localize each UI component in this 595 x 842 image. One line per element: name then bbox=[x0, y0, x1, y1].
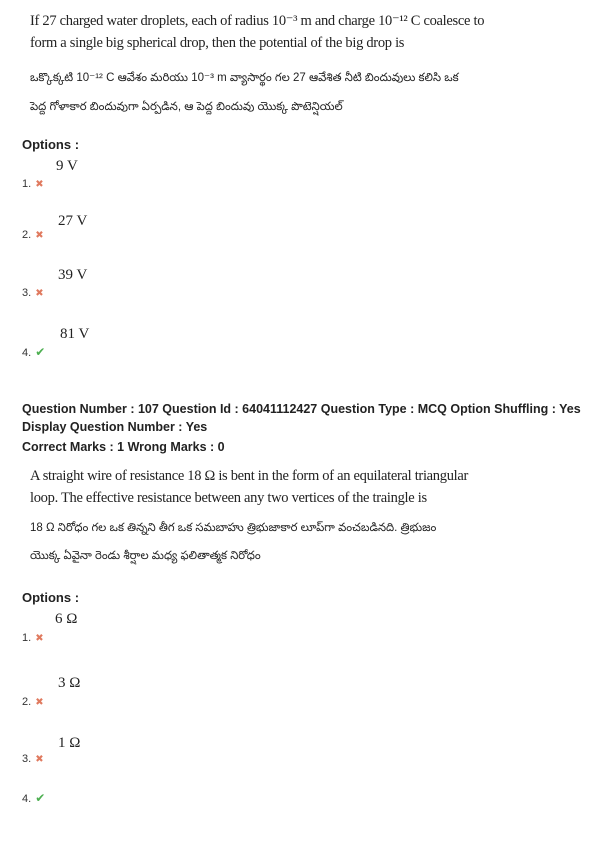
option-index: 1. bbox=[22, 632, 32, 644]
option-index: 3. bbox=[22, 753, 32, 765]
option-value: 3 Ω bbox=[58, 675, 81, 691]
option-number bbox=[22, 287, 44, 299]
option-index: 4. bbox=[22, 347, 32, 359]
cross-icon: ✖ bbox=[35, 288, 44, 299]
option-value: 39 V bbox=[58, 267, 88, 283]
option-index: 3. bbox=[22, 287, 32, 299]
option-value: 9 V bbox=[56, 158, 78, 174]
cross-icon: ✖ bbox=[35, 633, 44, 644]
question-text-telugu-line: యొక్క ఏవైనా రెండు శీర్షాల మధ్య ఫలితాత్మక నిరోధం bbox=[30, 550, 261, 562]
question-meta: Question Number : 107 Question Id : 64041112427 Question Type : MCQ Option Shuffling : Yes bbox=[22, 402, 581, 416]
option-number bbox=[22, 753, 44, 765]
option-value: 27 V bbox=[58, 213, 88, 229]
question-text-line: If 27 charged water droplets, each of radius 10⁻³ m and charge 10⁻¹² C coalesce to bbox=[30, 13, 485, 29]
option-value: 1 Ω bbox=[58, 735, 81, 751]
option-number bbox=[22, 229, 44, 241]
cross-icon: ✖ bbox=[35, 179, 44, 190]
option-index: 1. bbox=[22, 178, 32, 190]
check-icon: ✔ bbox=[35, 345, 46, 359]
option-number bbox=[22, 791, 45, 805]
options-label: Options : bbox=[22, 590, 80, 605]
question-text-telugu-line: పెద్ద గోళాకార బిందువుగా ఏర్పడిన, ఆ పెద్ద బిందువు యొక్క పొటెన్షియల్ bbox=[30, 101, 343, 113]
option-number bbox=[22, 345, 45, 359]
option-value: 81 V bbox=[60, 326, 90, 342]
option-number bbox=[22, 696, 44, 708]
question-text-line: loop. The effective resistance between any two vertices of the traingle is bbox=[30, 490, 427, 506]
display-number-meta: Display Question Number : Yes bbox=[22, 420, 208, 434]
check-icon: ✔ bbox=[35, 791, 46, 805]
cross-icon: ✖ bbox=[35, 697, 44, 708]
cross-icon: ✖ bbox=[35, 230, 44, 241]
option-number bbox=[22, 178, 44, 190]
question-text-telugu-line: ఒక్కొక్కటి 10⁻¹² C ఆవేశం మరియు 10⁻³ m వ్యాసార్థం గల 27 ఆవేశిత నీటి బిందువులు కలిసి ఒక bbox=[30, 72, 459, 84]
question-text-telugu-line: 18 Ω నిరోధం గల ఒక తిన్నని తీగ ఒక సమబాహు త్రిభుజాకార లూప్‌గా వంచబడినది. త్రిభుజం bbox=[30, 522, 437, 534]
options-label: Options : bbox=[22, 137, 80, 152]
question-text-line: form a single big spherical drop, then the potential of the big drop is bbox=[30, 35, 405, 51]
option-value: 6 Ω bbox=[55, 611, 78, 627]
option-index: 2. bbox=[22, 229, 32, 241]
cross-icon: ✖ bbox=[35, 754, 44, 765]
option-index: 2. bbox=[22, 696, 32, 708]
question-text-line: A straight wire of resistance 18 Ω is bent in the form of an equilateral triangular bbox=[30, 468, 469, 484]
option-number bbox=[22, 632, 44, 644]
option-index: 4. bbox=[22, 793, 32, 805]
marks-meta: Correct Marks : 1 Wrong Marks : 0 bbox=[22, 440, 225, 454]
